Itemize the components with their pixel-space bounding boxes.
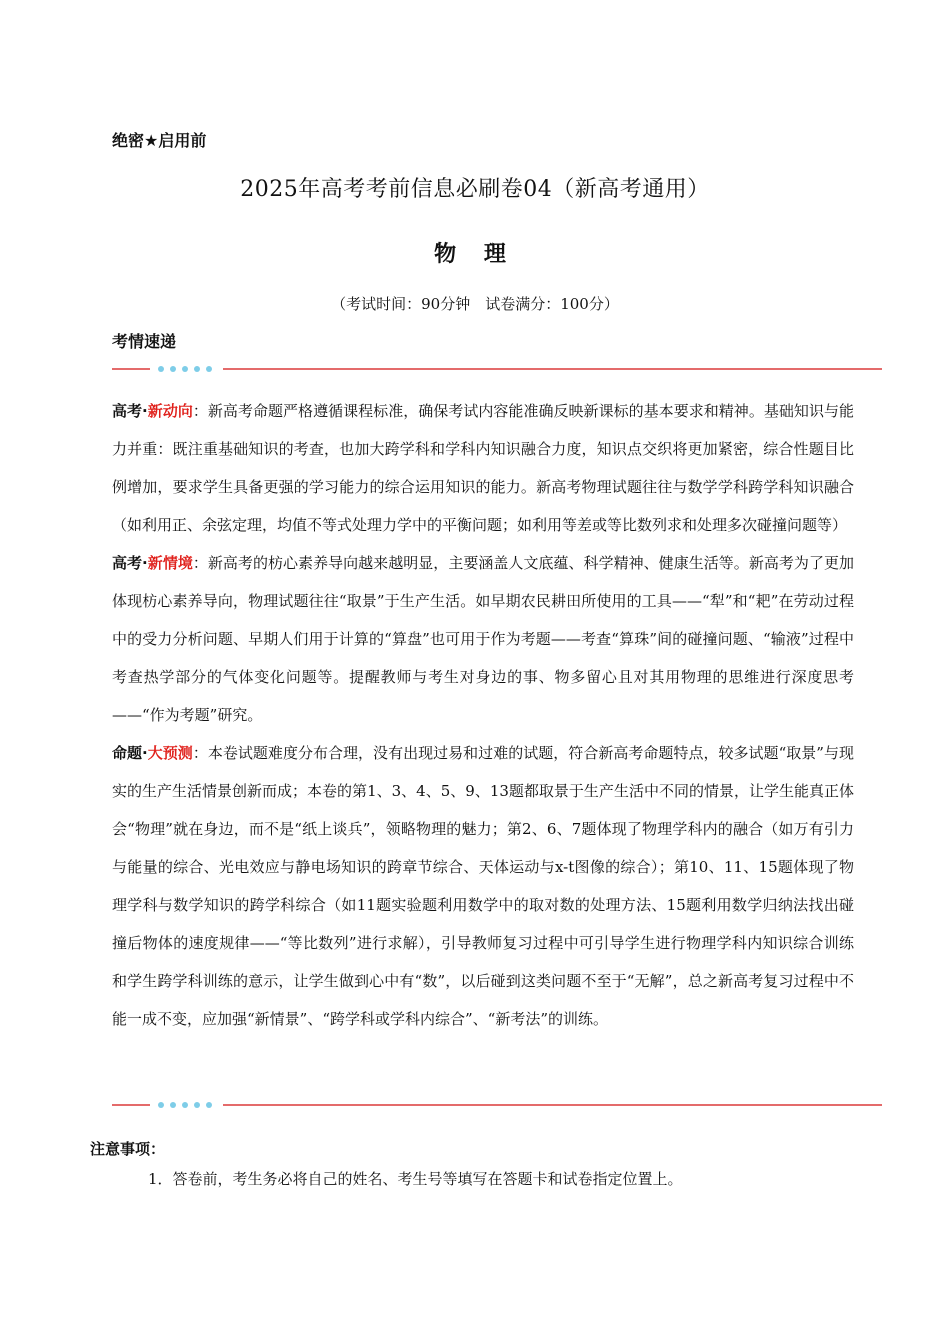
- paragraph-new-context: [112, 544, 854, 734]
- divider-dot: [158, 1102, 164, 1108]
- divider-dots: [158, 365, 212, 373]
- notice-heading: 注意事项：: [90, 1140, 166, 1158]
- paragraph-label-highlight: 新情境: [147, 554, 193, 572]
- divider-dot: [182, 1102, 188, 1108]
- info-body: [112, 392, 854, 1038]
- section-heading: 考情速递: [112, 332, 177, 351]
- paragraph-label-highlight: 新动向: [147, 402, 193, 420]
- divider-dot: [194, 1102, 200, 1108]
- secret-label: 绝密★启用前: [112, 131, 207, 150]
- subject-title: 物 理: [434, 242, 516, 267]
- paragraph-new-trend: [112, 392, 854, 544]
- divider-dots: [158, 1101, 212, 1109]
- paragraph-label: 命题·: [112, 744, 148, 762]
- divider-dot: [158, 366, 164, 372]
- divider-line-left: [112, 1104, 150, 1106]
- divider-dot: [194, 366, 200, 372]
- paragraph-text: ：新高考命题严格遵循课程标准，确保考试内容能准确反映新课标的基本要求和精神。基础知识与能力并重：既注重基础知识的考查，也加大跨学科和学科内知识融合力度，知识点交织将更加紧密，综合性题目比例增加，要求学生具备更强的学习能力的综合运用知识的能力。新高考物理试题往往与数学学科跨学科知识融合（如利用正、余弦定理，均值不等式处理力学中的平衡问题；如利用等差或等比数列求和处理多次碰撞问题等）: [112, 402, 854, 534]
- paragraph-label: 高考·: [112, 402, 148, 420]
- page-title: 2025年高考考前信息必刷卷04（新高考通用）: [240, 177, 710, 202]
- paragraph-text: ：本卷试题难度分布合理，没有出现过易和过难的试题，符合新高考命题特点，较多试题“取景”与现实的生产生活情景创新而成；本卷的第1、3、4、5、9、13题都取景于生产生活中不同的情景，让学生能真正体会“物理”就在身边，而不是“纸上谈兵”，领略物理的魅力；第2、6、7题体现了物理学科内的融合（如万有引力与能量的综合、光电效应与静电场知识的跨章节综合、天体运动与x-t图像的综合）；第10、11、15题体现了物理学科与数学知识的跨学科综合（如11题实验题利用数学中的取对数的处理方法、15题利用数学归纳法找出碰撞后物体的速度规律——“等比数列”进行求解），引导教师复习过程中可引导学生进行物理学科内知识综合训练和学生跨学科训练的意示，让学生做到心中有“数”，以后碰到这类问题不至于“无解”，总之新高考复习过程中不能一成不变，应加强“新情景”、“跨学科或学科内综合”、“新考法”的训练。: [112, 744, 854, 1028]
- divider-dot: [206, 366, 212, 372]
- paragraph-label: 高考·: [112, 554, 148, 572]
- exam-info: （考试时间：90分钟 试卷满分：100分）: [331, 295, 619, 313]
- section-divider-bottom: [112, 1100, 882, 1110]
- section-divider-top: [112, 364, 882, 374]
- notice-item: 1．答卷前，考生务必将自己的姓名、考生号等填写在答题卡和试卷指定位置上。: [148, 1170, 683, 1188]
- divider-line-right: [223, 1104, 882, 1106]
- paragraph-text: ：新高考的枋心素养导向越来越明显，主要涵盖人文底蕴、科学精神、健康生活等。新高考为了更加体现枋心素养导向，物理试题往往“取景”于生产生活。如早期农民耕田所使用的工具——“犁”和“耙”在劳动过程中的受力分析问题、早期人们用于计算的“算盘”也可用于作为考题——考查“算珠”间的碰撞问题、“输液”过程中考查热学部分的气体变化问题等。提醒教师与考生对身边的事、物多留心且对其用物理的思维进行深度思考——“作为考题”研究。: [112, 554, 854, 724]
- divider-dot: [182, 366, 188, 372]
- paragraph-prediction: [112, 734, 854, 1038]
- divider-line-left: [112, 368, 150, 370]
- divider-line-right: [223, 368, 882, 370]
- divider-dot: [206, 1102, 212, 1108]
- paragraph-label-highlight: 大预测: [147, 744, 193, 762]
- divider-dot: [170, 366, 176, 372]
- divider-dot: [170, 1102, 176, 1108]
